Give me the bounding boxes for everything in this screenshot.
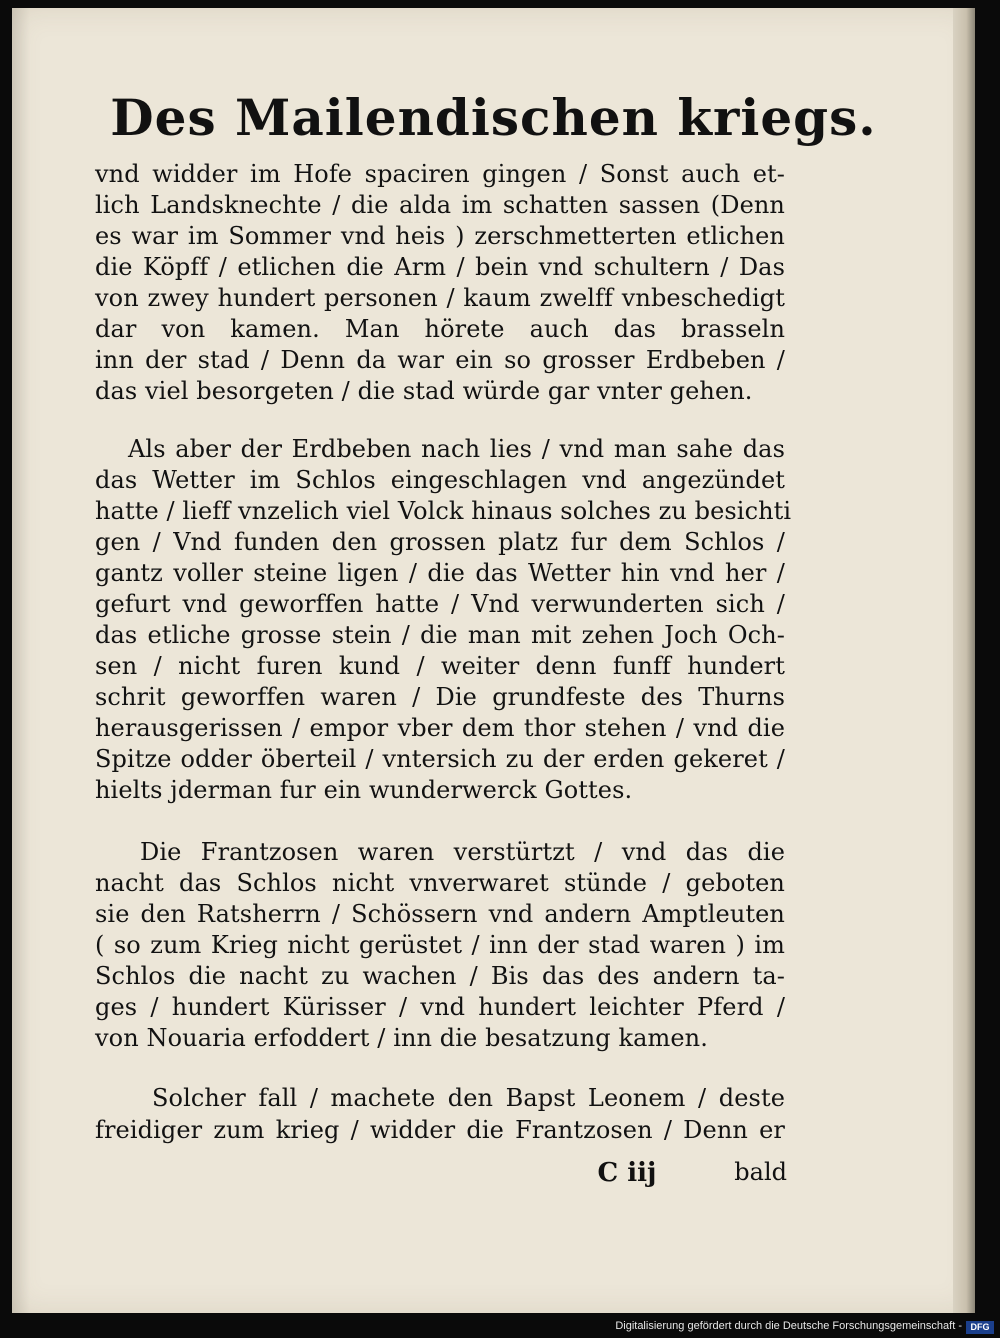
text-line: die Köpff / etlichen die Arm / bein vnd schultern / Das xyxy=(95,253,785,281)
text-line: von zwey hundert personen / kaum zwelff vnbeschedigt xyxy=(95,284,785,312)
text-line: ( so zum Krieg nicht gerüstet / inn der stad waren ) im xyxy=(95,931,785,959)
page-edge xyxy=(953,8,975,1313)
text-line: das Wetter im Schlos eingeschlagen vnd angezündet xyxy=(95,466,785,494)
text-line: sen / nicht furen kund / weiter denn funff hundert xyxy=(95,652,785,680)
text-line: ges / hundert Kürisser / vnd hundert leichter Pferd / xyxy=(95,993,785,1021)
text-line: sie den Ratsherrn / Schössern vnd andern Amptleuten xyxy=(95,900,785,928)
text-line: das etliche grosse stein / die man mit zehen Joch Och- xyxy=(95,621,785,649)
text-line: hielts jderman fur ein wunderwerck Gottes. xyxy=(95,776,633,804)
text-line: hatte / lieff vnzelich viel Volck hinaus solches zu besichti xyxy=(95,497,792,525)
signature-mark: C iij xyxy=(597,1158,657,1188)
text-line: gefurt vnd geworffen hatte / Vnd verwunderten sich / xyxy=(95,590,785,618)
text-line: Solcher fall / machete den Bapst Leonem / deste xyxy=(152,1084,785,1112)
text-line: das viel besorgeten / die stad würde gar vnter gehen. xyxy=(95,377,753,405)
text-line: von Nouaria erfoddert / inn die besatzung kamen. xyxy=(95,1024,708,1052)
text-line: Die Frantzosen waren verstürtzt / vnd das die xyxy=(140,838,785,866)
text-line: freidiger zum krieg / widder die Frantzosen / Denn er xyxy=(95,1116,785,1144)
text-line: dar von kamen. Man hörete auch das brasseln xyxy=(95,315,785,343)
text-line: gen / Vnd funden den grossen platz fur dem Schlos / xyxy=(95,528,785,556)
text-line: schrit geworffen waren / Die grundfeste des Thurns xyxy=(95,683,785,711)
text-line: vnd widder im Hofe spaciren gingen / Sonst auch et- xyxy=(95,160,785,188)
text-line: gantz voller steine ligen / die das Wetter hin vnd her / xyxy=(95,559,785,587)
running-header: Des Mailendischen kriegs. xyxy=(110,88,877,147)
text-line: Als aber der Erdbeben nach lies / vnd man sahe das xyxy=(128,435,785,463)
text-line: inn der stad / Denn da war ein so grosser Erdbeben / xyxy=(95,346,785,374)
digitization-credit: Digitalisierung gefördert durch die Deutsche Forschungsgemeinschaft - xyxy=(615,1320,962,1332)
text-line: lich Landsknechte / die alda im schatten sassen (Denn xyxy=(95,191,785,219)
catchword: bald xyxy=(734,1158,787,1186)
text-line: Spitze odder öberteil / vntersich zu der erden gekeret / xyxy=(95,745,785,773)
dfg-logo-icon: DFG xyxy=(966,1321,994,1334)
text-line: herausgerissen / empor vber dem thor stehen / vnd die xyxy=(95,714,785,742)
text-line: es war im Sommer vnd heis ) zerschmetterten etlichen xyxy=(95,222,785,250)
text-line: nacht das Schlos nicht vnverwaret stünde / geboten xyxy=(95,869,785,897)
book-page xyxy=(12,8,975,1313)
text-line: Schlos die nacht zu wachen / Bis das des andern ta- xyxy=(95,962,785,990)
